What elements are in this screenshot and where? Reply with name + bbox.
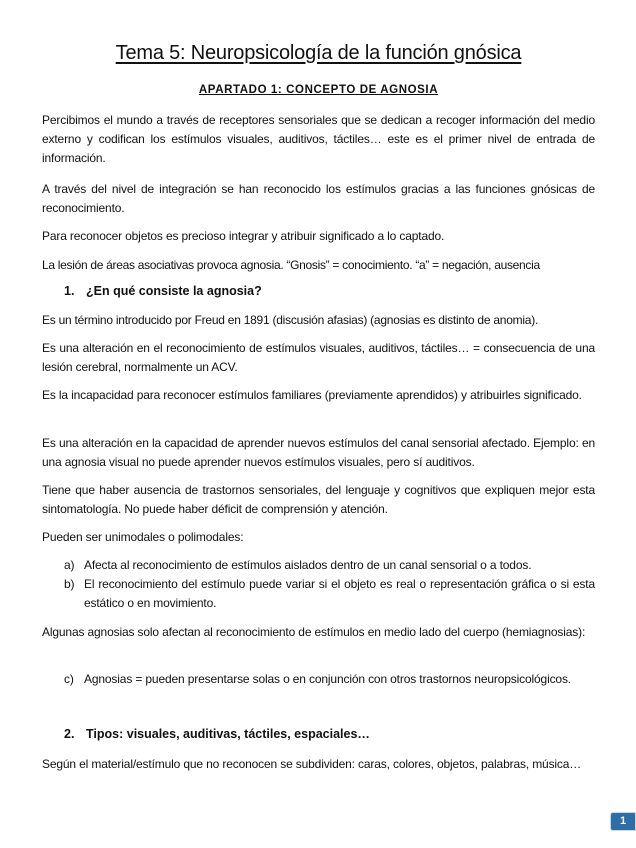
page-number-badge: 1 — [611, 813, 635, 830]
page-title: Tema 5: Neuropsicología de la función gnósica — [115, 42, 522, 64]
section-2-title: Tipos: visuales, auditivas, táctiles, espaciales… — [86, 727, 370, 741]
section-1-paragraph-hemiagnosias: Algunas agnosias solo afectan al reconocimiento de estímulos en medio lado del cuerpo (hemiagnosias): — [42, 625, 586, 639]
list-text-b: El reconocimiento del estímulo puede variar si el objeto es real o representación gráfica o si esta estático o en movimiento. — [84, 577, 595, 610]
list-item-c — [64, 670, 595, 689]
section-1-paragraph-4: Es una alteración en la capacidad de aprender nuevos estímulos del canal sensorial afectado. Ejemplo: en una agnosia visual no puede aprender nuevos estímulos visuales, pero sí auditivos. — [42, 436, 595, 469]
list-text-a: Afecta al reconocimiento de estímulos aislados dentro de un canal sensorial o a todos. — [84, 558, 532, 572]
section-1-paragraph-3: Es la incapacidad para reconocer estímulos familiares (previamente aprendidos) y atribuirles significado. — [42, 388, 582, 402]
section-1-number: 1. — [64, 284, 75, 298]
section-1-paragraph-1: Es un término introducido por Freud en 1891 (discusión afasias) (agnosias es distinto de anomia). — [42, 313, 539, 327]
intro-paragraph-3: Para reconocer objetos es precioso integrar y atribuir significado a lo captado. — [42, 229, 445, 243]
section-1-heading — [64, 284, 262, 298]
section-1-title: ¿En qué consiste la agnosia? — [86, 284, 262, 298]
intro-paragraph-2: A través del nivel de integración se han reconocido los estímulos gracias a las funciones gnósicas de reconocimiento. — [42, 182, 595, 215]
list-marker-a: a) — [64, 558, 75, 572]
section-subtitle: APARTADO 1: CONCEPTO DE AGNOSIA — [198, 84, 439, 96]
list-item-a — [64, 556, 595, 575]
list-item-b — [64, 575, 595, 613]
section-2-number: 2. — [64, 727, 75, 741]
list-text-c: Agnosias = pueden presentarse solas o en conjunción con otros trastornos neuropsicológicos. — [84, 672, 571, 686]
section-2-paragraph: Según el material/estímulo que no reconocen se subdividen: caras, colores, objetos, palabras, música… — [42, 757, 582, 771]
list-marker-c: c) — [64, 672, 74, 686]
section-1-paragraph-6: Pueden ser unimodales o polimodales: — [42, 530, 244, 544]
intro-paragraph-1: Percibimos el mundo a través de receptores sensoriales que se dedican a recoger información del medio externo y codifican los estímulos visuales, auditivos, táctiles… este es el primer nivel de entrada de información. — [42, 113, 595, 165]
list-marker-b: b) — [64, 577, 75, 591]
intro-paragraph-4: La lesión de áreas asociativas provoca agnosia. “Gnosis” = conocimiento. “a” = negación, ausencia — [42, 258, 540, 272]
section-2-heading — [64, 727, 370, 741]
section-1-paragraph-2: Es una alteración en el reconocimiento de estímulos visuales, auditivos, táctiles… = consecuencia de una lesión cerebral, normalmente un ACV. — [42, 341, 595, 374]
section-1-paragraph-5: Tiene que haber ausencia de trastornos sensoriales, del lenguaje y cognitivos que expliquen mejor esta sintomatología. No puede haber déficit de comprensión y atención. — [42, 483, 595, 516]
